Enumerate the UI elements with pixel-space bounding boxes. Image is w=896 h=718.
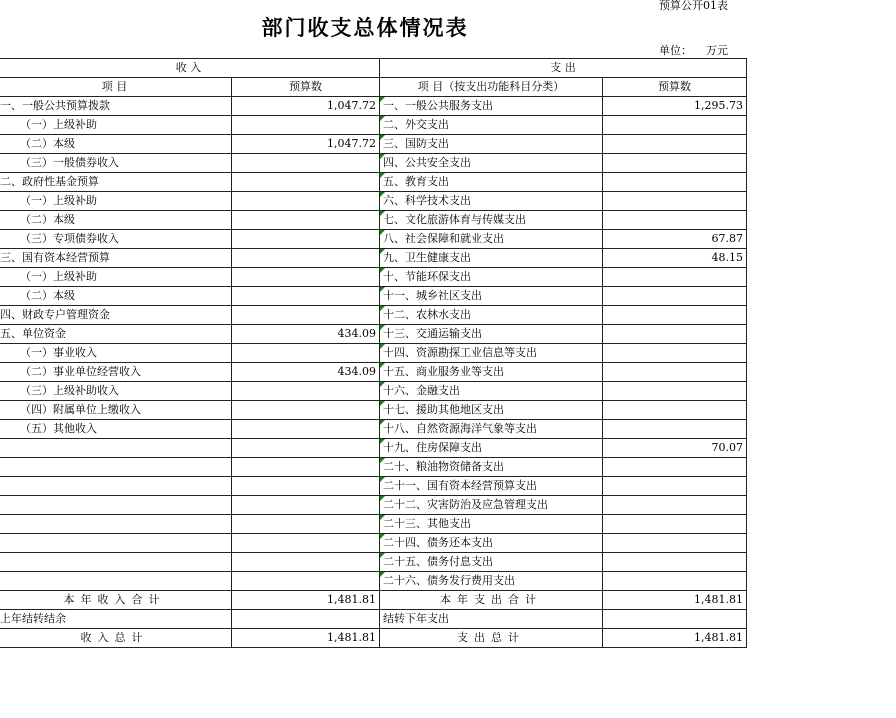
income-value-cell: 1,047.72 (232, 97, 380, 116)
income-value-cell: 1,047.72 (232, 135, 380, 154)
expense-item-label: 七、文化旅游体育与传媒支出 (383, 213, 526, 226)
expense-value-cell (603, 192, 747, 211)
income-value-cell (232, 192, 380, 211)
cell-marker-icon (380, 306, 385, 311)
income-value-cell (232, 401, 380, 420)
income-item-cell: （二）事业单位经营收入 (0, 363, 232, 382)
income-item-cell: 一、一般公共预算拨款 (0, 97, 232, 116)
table-row (0, 344, 747, 363)
cell-marker-icon (380, 363, 385, 368)
expense-item-cell (380, 192, 603, 211)
table-header-row-2 (0, 78, 747, 97)
income-value-cell (232, 344, 380, 363)
table-row (0, 192, 747, 211)
expense-item-cell (380, 439, 603, 458)
income-value-cell (232, 420, 380, 439)
income-item-cell (0, 496, 232, 515)
expense-item-cell (380, 211, 603, 230)
income-item-cell (0, 534, 232, 553)
income-value-cell (232, 211, 380, 230)
income-item-cell: （一）事业收入 (0, 344, 232, 363)
year-total-row-expense-value: 1,481.81 (603, 591, 747, 610)
table-row (0, 173, 747, 192)
income-value-cell (232, 116, 380, 135)
expense-value-cell: 70.07 (603, 439, 747, 458)
carry-over-row-income-label: 上年结转结余 (0, 610, 232, 629)
expense-item-cell (380, 97, 603, 116)
income-item-cell: 五、单位资金 (0, 325, 232, 344)
table-row (0, 477, 747, 496)
expense-item-label: 六、科学技术支出 (383, 194, 471, 207)
income-value-cell (232, 306, 380, 325)
income-item-cell (0, 477, 232, 496)
year-total-row (0, 591, 747, 610)
expense-item-label: 二十四、债务还本支出 (383, 536, 493, 549)
expense-item-cell (380, 458, 603, 477)
expense-value-cell (603, 420, 747, 439)
expense-item-cell (380, 230, 603, 249)
unit-value: 万元 (706, 44, 728, 57)
grand-total-row-income-label: 收入总计 (0, 629, 232, 648)
income-item-cell: （一）上级补助 (0, 268, 232, 287)
expense-item-header: 项 目（按支出功能科目分类） (380, 78, 603, 97)
form-number: 预算公开01表 (659, 0, 728, 12)
expense-value-cell (603, 496, 747, 515)
cell-marker-icon (380, 249, 385, 254)
expense-value-cell (603, 268, 747, 287)
expense-value-cell (603, 458, 747, 477)
expense-value-cell (603, 553, 747, 572)
grand-total-row-income-value: 1,481.81 (232, 629, 380, 648)
table-row (0, 325, 747, 344)
income-item-cell (0, 515, 232, 534)
expense-value-cell (603, 173, 747, 192)
table-row (0, 439, 747, 458)
income-item-cell (0, 572, 232, 591)
expense-value-cell: 48.15 (603, 249, 747, 268)
expense-header: 支 出 (380, 59, 747, 78)
unit-label-text: 单位： (659, 44, 692, 57)
year-total-row-income-label: 本年收入合计 (0, 591, 232, 610)
expense-item-label: 十四、资源勘探工业信息等支出 (383, 346, 537, 359)
table-row (0, 116, 747, 135)
expense-item-cell (380, 382, 603, 401)
table-row (0, 534, 747, 553)
expense-value-cell (603, 154, 747, 173)
cell-marker-icon (380, 515, 385, 520)
income-item-cell: （二）本级 (0, 211, 232, 230)
page-title: 部门收支总体情况表 (261, 16, 469, 40)
income-item-cell: 二、政府性基金预算 (0, 173, 232, 192)
cell-marker-icon (380, 211, 385, 216)
expense-item-label: 二十二、灾害防治及应急管理支出 (383, 498, 548, 511)
expense-item-label: 二十六、债务发行费用支出 (383, 574, 515, 587)
expense-value-cell (603, 344, 747, 363)
expense-item-label: 二、外交支出 (383, 118, 449, 131)
expense-item-cell (380, 325, 603, 344)
table-row (0, 211, 747, 230)
expense-item-cell (380, 116, 603, 135)
cell-marker-icon (380, 439, 385, 444)
income-item-cell: （二）本级 (0, 135, 232, 154)
income-item-cell: （一）上级补助 (0, 192, 232, 211)
expense-value-cell (603, 534, 747, 553)
expense-item-cell (380, 154, 603, 173)
expense-item-cell (380, 420, 603, 439)
income-item-cell: （四）附属单位上缴收入 (0, 401, 232, 420)
expense-value-cell: 67.87 (603, 230, 747, 249)
expense-item-label: 十八、自然资源海洋气象等支出 (383, 422, 537, 435)
income-value-cell (232, 173, 380, 192)
income-value-cell: 434.09 (232, 363, 380, 382)
expense-item-label: 四、公共安全支出 (383, 156, 471, 169)
income-item-cell: （三）专项债券收入 (0, 230, 232, 249)
year-total-row-income-value: 1,481.81 (232, 591, 380, 610)
table-row (0, 249, 747, 268)
income-value-cell (232, 439, 380, 458)
cell-marker-icon (380, 572, 385, 577)
table-row (0, 230, 747, 249)
income-value-cell (232, 572, 380, 591)
expense-value-cell (603, 135, 747, 154)
grand-total-row (0, 629, 747, 648)
table-row (0, 382, 747, 401)
expense-item-label: 一、一般公共服务支出 (383, 99, 493, 112)
income-budget-header: 预算数 (232, 78, 380, 97)
expense-value-cell (603, 325, 747, 344)
unit-label (659, 42, 728, 58)
cell-marker-icon (380, 173, 385, 178)
income-item-cell: （一）上级补助 (0, 116, 232, 135)
income-item-cell: 四、财政专户管理资金 (0, 306, 232, 325)
table-row (0, 553, 747, 572)
income-value-cell (232, 287, 380, 306)
expense-item-label: 九、卫生健康支出 (383, 251, 471, 264)
income-value-cell (232, 553, 380, 572)
expense-value-cell (603, 572, 747, 591)
expense-item-label: 十二、农林水支出 (383, 308, 471, 321)
table-header-row-1 (0, 59, 747, 78)
expense-item-cell (380, 553, 603, 572)
cell-marker-icon (380, 135, 385, 140)
income-item-cell: （三）一般债券收入 (0, 154, 232, 173)
expense-item-label: 八、社会保障和就业支出 (383, 232, 504, 245)
expense-item-cell (380, 135, 603, 154)
expense-item-cell (380, 496, 603, 515)
expense-item-cell (380, 173, 603, 192)
income-header: 收 入 (0, 59, 380, 78)
cell-marker-icon (380, 420, 385, 425)
table-row (0, 135, 747, 154)
cell-marker-icon (380, 458, 385, 463)
income-item-cell (0, 553, 232, 572)
expense-value-cell (603, 306, 747, 325)
expense-item-label: 十七、援助其他地区支出 (383, 403, 504, 416)
carry-over-row (0, 610, 747, 629)
expense-value-cell (603, 401, 747, 420)
income-value-cell (232, 496, 380, 515)
income-value-cell (232, 249, 380, 268)
table-row (0, 515, 747, 534)
budget-table (0, 58, 747, 648)
table-row (0, 572, 747, 591)
expense-item-label: 五、教育支出 (383, 175, 449, 188)
expense-item-label: 二十、粮油物资储备支出 (383, 460, 504, 473)
expense-budget-header: 预算数 (603, 78, 747, 97)
income-item-cell (0, 458, 232, 477)
expense-item-label: 十一、城乡社区支出 (383, 289, 482, 302)
expense-value-cell (603, 211, 747, 230)
expense-item-label: 十六、金融支出 (383, 384, 460, 397)
cell-marker-icon (380, 268, 385, 273)
table-row (0, 154, 747, 173)
income-item-cell (0, 439, 232, 458)
expense-item-cell (380, 287, 603, 306)
expense-item-cell (380, 268, 603, 287)
income-value-cell (232, 154, 380, 173)
expense-item-label: 十三、交通运输支出 (383, 327, 482, 340)
table-row (0, 97, 747, 116)
expense-item-label: 三、国防支出 (383, 137, 449, 150)
cell-marker-icon (380, 97, 385, 102)
expense-value-cell (603, 515, 747, 534)
income-value-cell (232, 534, 380, 553)
cell-marker-icon (380, 344, 385, 349)
cell-marker-icon (380, 154, 385, 159)
income-value-cell (232, 515, 380, 534)
income-value-cell (232, 458, 380, 477)
table-row (0, 306, 747, 325)
cell-marker-icon (380, 382, 385, 387)
expense-item-label: 十九、住房保障支出 (383, 441, 482, 454)
table-row (0, 458, 747, 477)
expense-value-cell: 1,295.73 (603, 97, 747, 116)
table-row (0, 363, 747, 382)
table-row (0, 401, 747, 420)
carry-over-row-income-value (232, 610, 380, 629)
table-row (0, 496, 747, 515)
expense-item-cell (380, 249, 603, 268)
cell-marker-icon (380, 192, 385, 197)
expense-item-cell (380, 306, 603, 325)
expense-item-label: 二十一、国有资本经营预算支出 (383, 479, 537, 492)
cell-marker-icon (380, 553, 385, 558)
expense-item-label: 二十五、债务付息支出 (383, 555, 493, 568)
income-value-cell (232, 477, 380, 496)
table-row (0, 287, 747, 306)
expense-value-cell (603, 116, 747, 135)
income-item-cell: （五）其他收入 (0, 420, 232, 439)
table-row (0, 420, 747, 439)
cell-marker-icon (380, 230, 385, 235)
expense-item-cell (380, 363, 603, 382)
cell-marker-icon (380, 287, 385, 292)
carry-over-row-expense-label: 结转下年支出 (380, 610, 603, 629)
expense-item-cell (380, 344, 603, 363)
carry-over-row-expense-value (603, 610, 747, 629)
income-item-header: 项 目 (0, 78, 232, 97)
expense-item-label: 十、节能环保支出 (383, 270, 471, 283)
year-total-row-expense-label: 本年支出合计 (380, 591, 603, 610)
expense-item-cell (380, 534, 603, 553)
cell-marker-icon (380, 116, 385, 121)
expense-value-cell (603, 287, 747, 306)
income-item-cell: （三）上级补助收入 (0, 382, 232, 401)
cell-marker-icon (380, 477, 385, 482)
expense-item-cell (380, 477, 603, 496)
expense-item-label: 二十三、其他支出 (383, 517, 471, 530)
expense-item-cell (380, 572, 603, 591)
expense-item-cell (380, 515, 603, 534)
table-row (0, 268, 747, 287)
income-value-cell: 434.09 (232, 325, 380, 344)
grand-total-row-expense-value: 1,481.81 (603, 629, 747, 648)
cell-marker-icon (380, 325, 385, 330)
cell-marker-icon (380, 401, 385, 406)
income-value-cell (232, 268, 380, 287)
cell-marker-icon (380, 496, 385, 501)
income-item-cell: 三、国有资本经营预算 (0, 249, 232, 268)
expense-value-cell (603, 382, 747, 401)
income-value-cell (232, 382, 380, 401)
cell-marker-icon (380, 534, 385, 539)
grand-total-row-expense-label: 支出总计 (380, 629, 603, 648)
income-value-cell (232, 230, 380, 249)
expense-value-cell (603, 363, 747, 382)
expense-item-cell (380, 401, 603, 420)
expense-item-label: 十五、商业服务业等支出 (383, 365, 504, 378)
income-item-cell: （二）本级 (0, 287, 232, 306)
expense-value-cell (603, 477, 747, 496)
